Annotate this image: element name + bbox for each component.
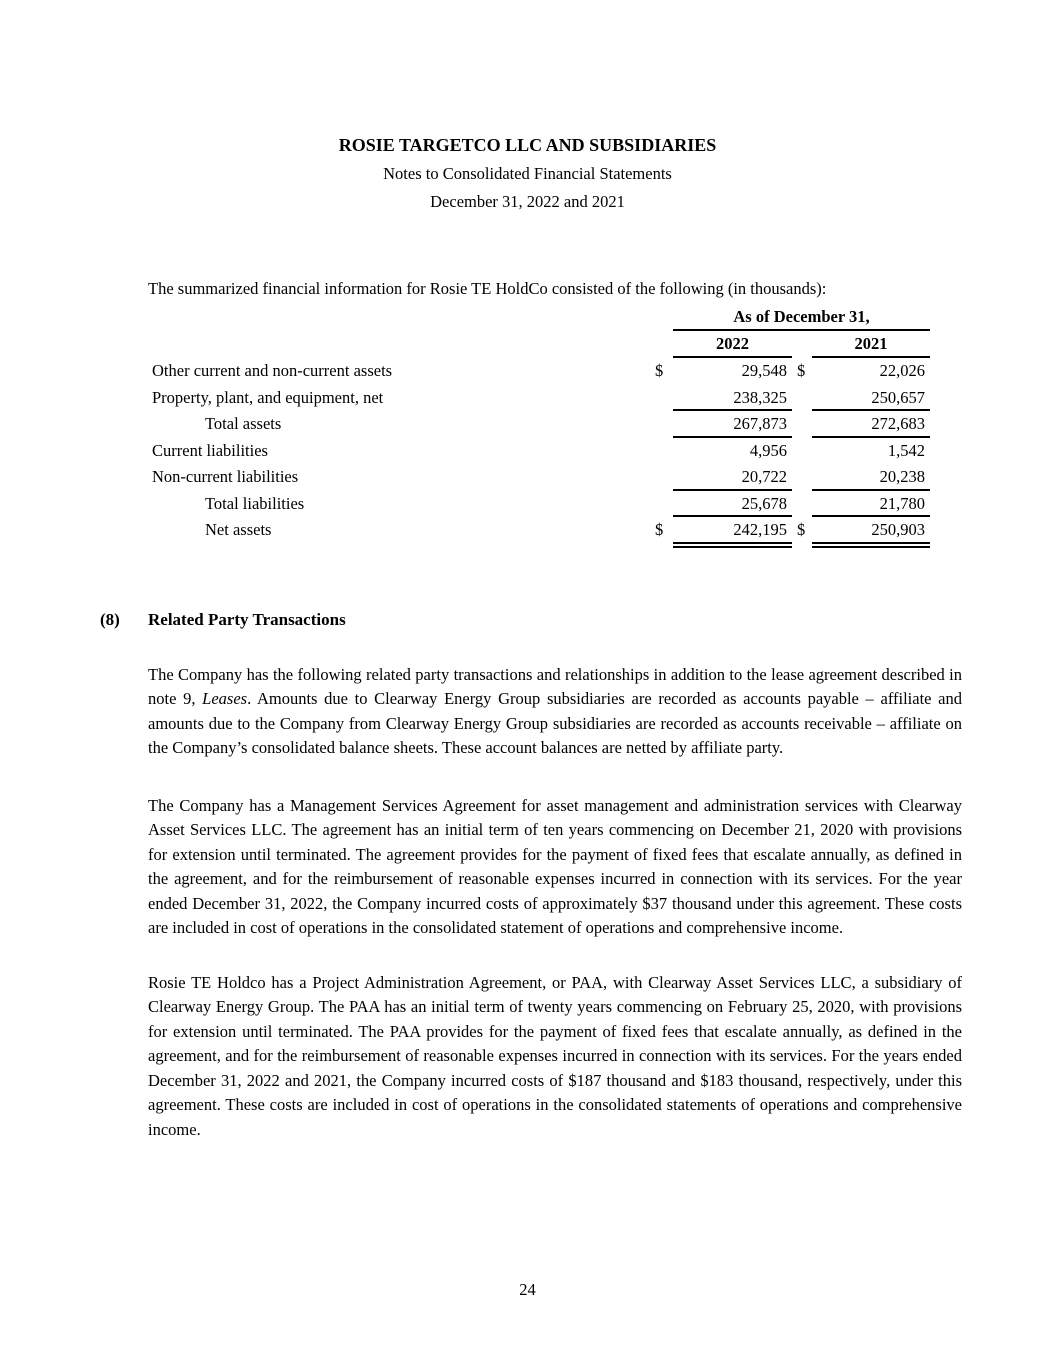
dollar-sign-2021: $ bbox=[797, 520, 806, 539]
dollar-sign-2021 bbox=[797, 411, 812, 438]
value-2022: 20,722 bbox=[673, 464, 792, 491]
dollar-sign-2021 bbox=[797, 464, 812, 491]
intro-paragraph: The summarized financial information for Rosie TE HoldCo consisted of the following (in thousands): bbox=[148, 278, 827, 298]
table-row bbox=[152, 491, 930, 518]
section-number: (8) bbox=[100, 610, 120, 629]
dollar-sign-2022 bbox=[655, 411, 673, 438]
header-spacer bbox=[792, 331, 812, 358]
document-header bbox=[0, 131, 1055, 216]
dollar-sign-2022: $ bbox=[655, 520, 664, 539]
row-label: Total liabilities bbox=[205, 493, 305, 513]
company-title: ROSIE TARGETCO LLC AND SUBSIDIARIES bbox=[338, 135, 717, 155]
dollar-sign-2021: $ bbox=[797, 361, 806, 380]
dollar-sign-2022 bbox=[655, 491, 673, 518]
dollar-sign-2022 bbox=[655, 464, 673, 491]
dollar-sign-2022 bbox=[655, 438, 673, 465]
value-2022: 4,956 bbox=[749, 440, 787, 460]
table-row bbox=[152, 464, 930, 491]
value-2021: 250,903 bbox=[812, 517, 930, 544]
table-span-header-row bbox=[152, 303, 930, 331]
dollar-sign-2022 bbox=[655, 385, 673, 412]
value-2021: 20,238 bbox=[812, 464, 930, 491]
table-row bbox=[152, 411, 930, 438]
header-spacer bbox=[655, 331, 673, 358]
value-2021: 272,683 bbox=[812, 411, 930, 438]
table-row bbox=[152, 385, 930, 412]
row-label: Current liabilities bbox=[152, 440, 268, 460]
financial-table bbox=[152, 303, 930, 544]
row-label: Total assets bbox=[205, 414, 282, 433]
dollar-sign-2021 bbox=[797, 385, 812, 412]
column-header-2022: 2022 bbox=[673, 331, 792, 358]
dollar-sign-2022: $ bbox=[655, 361, 664, 380]
value-2021: 1,542 bbox=[887, 440, 925, 460]
value-2022: 238,325 bbox=[673, 385, 792, 412]
document-subtitle: Notes to Consolidated Financial Statements bbox=[383, 164, 672, 183]
dollar-sign-2021 bbox=[797, 438, 812, 465]
header-spacer bbox=[152, 303, 655, 331]
table-row bbox=[152, 438, 930, 465]
paragraph-related-party bbox=[148, 663, 962, 761]
row-label: Net assets bbox=[205, 520, 272, 539]
table-row bbox=[152, 517, 930, 544]
value-2021: 22,026 bbox=[879, 361, 925, 380]
paragraph-text: . Amounts due to Clearway Energy Group subsidiaries are recorded as accounts payable – affiliate and amounts due to the Company from Clearway Energy Group subsidiaries are recorded as accounts receivable – affiliate on the Company’s consolidated balance sheets. These account balances are netted by affiliate party. bbox=[148, 689, 962, 758]
table-year-header-row bbox=[152, 331, 930, 358]
column-header-2021: 2021 bbox=[812, 331, 930, 358]
value-2022: 267,873 bbox=[673, 411, 792, 438]
row-label: Other current and non-current assets bbox=[152, 361, 393, 380]
dollar-sign-2021 bbox=[797, 491, 812, 518]
section-title: Related Party Transactions bbox=[148, 610, 346, 629]
page-number: 24 bbox=[519, 1280, 536, 1299]
italic-term: Leases bbox=[202, 689, 248, 709]
value-2021: 250,657 bbox=[812, 385, 930, 412]
header-spacer bbox=[655, 303, 673, 331]
paragraph-management-services: The Company has a Management Services Agreement for asset management and administration services with Clearway Asset Services LLC. The agreement has an initial term of ten years commencing on December 21, 2020 with provisions for extension until terminated. The agreement provides for the payment of fixed fees that escalate annually, as defined in the agreement, and for the reimbursement of reasonable expenses incurred in connection with its services. For the year ended December 31, 2022, the Company incurred costs of approximately $37 thousand under this agreement. These costs are included in cost of operations in the consolidated statement of operations and comprehensive income. bbox=[148, 795, 962, 938]
value-2022: 242,195 bbox=[673, 517, 792, 544]
section-heading bbox=[100, 610, 962, 630]
table-row bbox=[152, 358, 930, 385]
value-2021: 21,780 bbox=[812, 491, 930, 518]
table-body bbox=[152, 358, 930, 544]
paragraph-project-administration: Rosie TE Holdco has a Project Administration Agreement, or PAA, with Clearway Asset Services LLC, a subsidiary of Clearway Energy Group. The PAA has an initial term of twenty years commencing on February 25, 2020, with provisions for extension until terminated. The PAA provides for the payment of fixed fees that escalate annually, as defined in the agreement, and for the reimbursement of reasonable expenses incurred in connection with its services. For the years ended December 31, 2022 and 2021, the Company incurred costs of $187 thousand and $183 thousand, respectively, under this agreement. These costs are included in cost of operations in the consolidated statements of operations and comprehensive income. bbox=[148, 972, 962, 1140]
value-2022: 29,548 bbox=[741, 361, 787, 380]
span-column-header: As of December 31, bbox=[673, 303, 930, 331]
row-label: Property, plant, and equipment, net bbox=[152, 387, 384, 407]
paragraph-text: The Company has the following related party transactions and relationships in addition to the lease agreement described in note 9, bbox=[148, 664, 962, 709]
document-date-line: December 31, 2022 and 2021 bbox=[430, 192, 625, 211]
value-2022: 25,678 bbox=[673, 491, 792, 518]
header-spacer bbox=[152, 331, 655, 358]
row-label: Non-current liabilities bbox=[152, 467, 299, 486]
